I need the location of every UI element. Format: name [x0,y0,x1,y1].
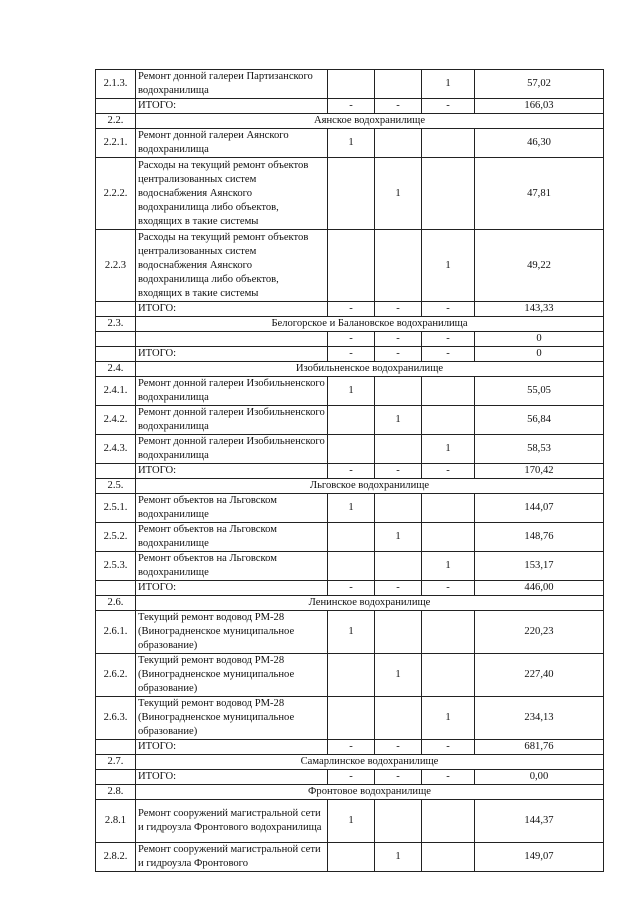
year-1-mark: - [328,770,375,785]
year-3-mark [422,129,475,158]
row-number: 2.6. [96,596,136,611]
section-row [96,755,604,770]
year-3-mark: - [422,464,475,479]
row-number: 2.4.2. [96,406,136,435]
row-number [96,770,136,785]
table-row [96,230,604,302]
total-value: 446,00 [475,581,604,596]
year-2-mark: - [375,740,422,755]
table-row [96,70,604,99]
year-2-mark [375,377,422,406]
row-number: 2.6.3. [96,697,136,740]
total-row [96,740,604,755]
year-3-mark [422,523,475,552]
year-1-mark: - [328,347,375,362]
year-1-mark [328,406,375,435]
section-title: Белогорское и Балановское водохранилища [136,317,604,332]
total-label: ИТОГО: [136,770,328,785]
section-row [96,362,604,377]
year-1-mark [328,654,375,697]
total-value: 681,76 [475,740,604,755]
year-1-mark: 1 [328,800,375,843]
year-3-mark [422,843,475,872]
row-number: 2.7. [96,755,136,770]
table-row [96,552,604,581]
row-number: 2.5.1. [96,494,136,523]
year-1-mark [328,70,375,99]
year-2-mark: - [375,332,422,347]
year-3-mark [422,406,475,435]
total-value: 143,33 [475,302,604,317]
row-number [96,740,136,755]
section-row [96,785,604,800]
section-title: Ленинское водохранилище [136,596,604,611]
year-2-mark [375,70,422,99]
total-row [96,581,604,596]
row-number: 2.8.2. [96,843,136,872]
work-description: Ремонт донной галереи Аянского водохранилища [136,129,328,158]
cost-value: 153,17 [475,552,604,581]
cost-value: 55,05 [475,377,604,406]
section-title: Аянское водохранилище [136,114,604,129]
work-description: Ремонт донной галереи Изобильненского водохранилища [136,377,328,406]
year-1-mark: - [328,581,375,596]
cost-value: 56,84 [475,406,604,435]
table-row [96,611,604,654]
year-1-mark: - [328,464,375,479]
total-row [96,99,604,114]
year-3-mark: 1 [422,697,475,740]
row-number: 2.4.3. [96,435,136,464]
section-row [96,317,604,332]
row-number: 2.6.1. [96,611,136,654]
year-3-mark: - [422,99,475,114]
work-description: Ремонт сооружений магистральной сети и гидроузла Фронтового [136,843,328,872]
cost-value: 144,07 [475,494,604,523]
year-3-mark: - [422,770,475,785]
cost-value: 47,81 [475,158,604,230]
total-label: ИТОГО: [136,347,328,362]
year-3-mark [422,800,475,843]
year-2-mark: - [375,347,422,362]
row-number [96,332,136,347]
year-3-mark: 1 [422,435,475,464]
year-1-mark: - [328,740,375,755]
cost-value: 144,37 [475,800,604,843]
year-1-mark [328,697,375,740]
row-number: 2.8. [96,785,136,800]
total-row [96,332,604,347]
year-1-mark: - [328,99,375,114]
total-row [96,302,604,317]
table-row [96,406,604,435]
row-number: 2.8.1 [96,800,136,843]
year-3-mark: 1 [422,230,475,302]
total-value: 0,00 [475,770,604,785]
row-number: 2.5.2. [96,523,136,552]
work-description: Ремонт донной галереи Изобильненского водохранилища [136,435,328,464]
cost-value: 220,23 [475,611,604,654]
year-1-mark [328,230,375,302]
total-label: ИТОГО: [136,302,328,317]
year-2-mark: - [375,302,422,317]
year-2-mark: - [375,464,422,479]
section-title: Самарлинское водохранилище [136,755,604,770]
year-1-mark [328,523,375,552]
total-row [96,770,604,785]
year-2-mark: - [375,770,422,785]
total-row [96,464,604,479]
year-2-mark: 1 [375,406,422,435]
section-row [96,596,604,611]
year-2-mark [375,494,422,523]
row-number: 2.5.3. [96,552,136,581]
total-label: ИТОГО: [136,740,328,755]
total-value: 166,03 [475,99,604,114]
total-label: ИТОГО: [136,581,328,596]
year-3-mark: - [422,302,475,317]
row-number: 2.2.3 [96,230,136,302]
year-2-mark: - [375,581,422,596]
year-2-mark [375,230,422,302]
row-number [96,99,136,114]
year-3-mark [422,377,475,406]
year-1-mark: 1 [328,129,375,158]
year-2-mark [375,697,422,740]
section-title: Льговское водохранилище [136,479,604,494]
year-3-mark: 1 [422,70,475,99]
table-body [96,70,604,872]
work-description: Ремонт сооружений магистральной сети и гидроузла Фронтового водохранилища [136,800,328,843]
year-3-mark: 1 [422,552,475,581]
row-number [96,302,136,317]
year-3-mark [422,654,475,697]
year-1-mark [328,843,375,872]
total-label: ИТОГО: [136,99,328,114]
total-value: 170,42 [475,464,604,479]
total-label [136,332,328,347]
row-number [96,581,136,596]
section-title: Фронтовое водохранилище [136,785,604,800]
section-row [96,479,604,494]
year-1-mark: - [328,332,375,347]
year-2-mark [375,435,422,464]
row-number: 2.5. [96,479,136,494]
cost-value: 49,22 [475,230,604,302]
cost-value: 57,02 [475,70,604,99]
year-1-mark [328,552,375,581]
year-1-mark: 1 [328,611,375,654]
year-2-mark [375,129,422,158]
year-1-mark: - [328,302,375,317]
row-number: 2.3. [96,317,136,332]
table-row [96,523,604,552]
row-number: 2.4. [96,362,136,377]
year-3-mark [422,494,475,523]
row-number: 2.4.1. [96,377,136,406]
work-description: Ремонт объектов на Льговском водохранилище [136,552,328,581]
total-value: 0 [475,347,604,362]
cost-value: 227,40 [475,654,604,697]
year-3-mark: - [422,740,475,755]
row-number: 2.2. [96,114,136,129]
total-value: 0 [475,332,604,347]
total-row [96,347,604,362]
year-1-mark: 1 [328,377,375,406]
cost-value: 234,13 [475,697,604,740]
year-2-mark: 1 [375,843,422,872]
year-2-mark [375,800,422,843]
year-2-mark: 1 [375,654,422,697]
year-2-mark: 1 [375,523,422,552]
cost-value: 46,30 [475,129,604,158]
year-1-mark [328,435,375,464]
row-number: 2.2.2. [96,158,136,230]
total-label: ИТОГО: [136,464,328,479]
year-3-mark: - [422,581,475,596]
cost-value: 148,76 [475,523,604,552]
cost-value: 149,07 [475,843,604,872]
row-number: 2.6.2. [96,654,136,697]
work-description: Текущий ремонт водовод РМ-28 (Виноградненское муниципальное образование) [136,611,328,654]
year-2-mark [375,552,422,581]
row-number: 2.1.3. [96,70,136,99]
table-row [96,654,604,697]
section-row [96,114,604,129]
year-2-mark [375,611,422,654]
year-2-mark: - [375,99,422,114]
table-row [96,377,604,406]
table-row [96,800,604,843]
work-description: Ремонт объектов на Льговском водохранилище [136,494,328,523]
row-number: 2.2.1. [96,129,136,158]
work-description: Расходы на текущий ремонт объектов централизованных систем водоснабжения Аянского водохранилища либо объектов, входящих в такие системы [136,230,328,302]
year-3-mark: - [422,332,475,347]
row-number [96,347,136,362]
work-description: Ремонт донной галереи Изобильненского водохранилища [136,406,328,435]
work-description: Текущий ремонт водовод РМ-28 (Виноградненское муниципальное образование) [136,654,328,697]
table-row [96,158,604,230]
year-3-mark [422,611,475,654]
section-title: Изобильненское водохранилище [136,362,604,377]
table-row [96,843,604,872]
year-2-mark: 1 [375,158,422,230]
work-description: Расходы на текущий ремонт объектов централизованных систем водоснабжения Аянского водохранилища либо объектов, входящих в такие системы [136,158,328,230]
table-row [96,494,604,523]
table-row [96,435,604,464]
cost-value: 58,53 [475,435,604,464]
year-3-mark [422,158,475,230]
year-1-mark: 1 [328,494,375,523]
work-description: Текущий ремонт водовод РМ-28 (Виноградненское муниципальное образование) [136,697,328,740]
work-description: Ремонт донной галереи Партизанского водохранилища [136,70,328,99]
work-description: Ремонт объектов на Льговском водохранилище [136,523,328,552]
year-1-mark [328,158,375,230]
table-row [96,697,604,740]
table-row [96,129,604,158]
row-number [96,464,136,479]
budget-table [95,69,604,872]
year-3-mark: - [422,347,475,362]
